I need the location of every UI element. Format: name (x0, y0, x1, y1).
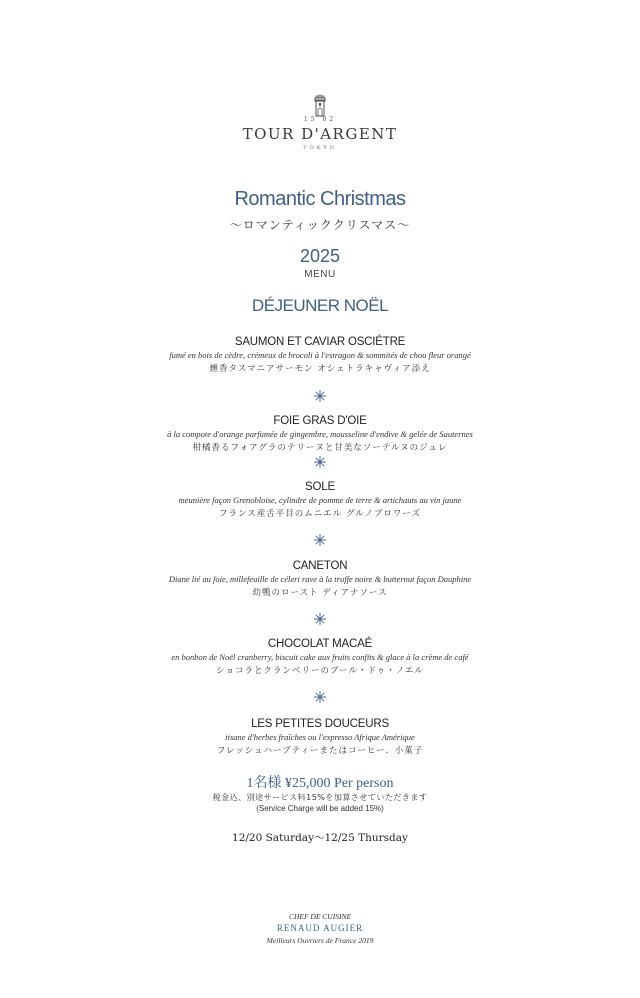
course-name: CANETON (292, 560, 348, 572)
course-item (0, 415, 640, 453)
snowflake-icon (313, 389, 327, 403)
menu-name: DÉJEUNER NOËL (251, 296, 389, 315)
course-description-jp: 幼鴨のロースト ディアナソース (252, 588, 388, 598)
course-description-fr: en bonbon de Noël cranberry, biscuit cake aux fruits confits & glace à la crème de café (171, 652, 469, 662)
snowflake-icon (313, 455, 327, 469)
course-name: FOIE GRAS D'OIE (273, 415, 367, 427)
chef-title: CHEF DE CUISINE (288, 912, 352, 921)
menu-label: MENU (304, 269, 336, 280)
course-item (0, 638, 640, 676)
chef-name: RENAUD AUGIER (276, 923, 364, 933)
course-name: SAUMON ET CAVIAR OSCIÉTRE (234, 336, 406, 348)
course-description-jp: フレッシュハーブティーまたはコーヒー、小菓子 (216, 746, 424, 756)
course-item (0, 336, 640, 374)
course-description-jp: 柑橘香るフォアグラのテリーヌと甘美なソーテルヌのジュレ (192, 443, 448, 453)
course-item (0, 481, 640, 519)
price-label: 1名様 ¥25,000 Per person (246, 776, 394, 791)
tax-note-jp: 税金込、別途サービス料15%を加算させていただきます (212, 793, 428, 802)
date-range: 12/20 Saturday～12/25 Thursday (232, 832, 408, 844)
course-description-fr: tisane d'herbes fraîches ou l'expresso Afrique Amérique (225, 732, 415, 742)
course-name: SOLE (305, 481, 335, 493)
course-description-fr: meunière façon Grenobloise, cylindre de pomme de terre & artichauts au vin jaune (178, 495, 462, 505)
restaurant-logo (0, 92, 640, 151)
snowflake-icon (313, 690, 327, 704)
course-description-fr: à la compote d'orange parfumée de gingembre, mousseline d'endive & gelée de Sauternes (167, 429, 473, 439)
course-description-fr: Diane lié au foie, millefeuille de céleri rave à la truffe noire & butternut façon Dauphine (168, 574, 472, 584)
course-name: LES PETITES DOUCEURS (251, 718, 389, 730)
course-description-fr: fumé en bois de cèdre, crémeux de brocoli à l'estragon & sommités de chou fleur orangé (169, 350, 471, 360)
course-item (0, 560, 640, 598)
page-subtitle: 〜ロマンティッククリスマス〜 (229, 218, 411, 232)
course-description-jp: ショコラとクランベリーのブール・ドゥ・ノエル (216, 666, 424, 676)
page-title: Romantic Christmas (234, 188, 406, 210)
logo-years: 15 82 (303, 116, 337, 123)
chef-award: Meilleurs Ouvriers de France 2019 (266, 936, 374, 945)
snowflake-icon (313, 533, 327, 547)
tax-note-en: (Service Charge will be added 15%) (256, 804, 384, 813)
menu-year: 2025 (299, 246, 341, 266)
logo-city: TOKYO (303, 145, 337, 151)
tower-crest-icon (303, 92, 337, 118)
course-name: CHOCOLAT MACAÉ (267, 638, 373, 650)
course-description-jp: 燻香タスマニアサーモン オシェトラキャヴィア添え (209, 364, 431, 374)
logo-brand: TOUR D'ARGENT (242, 125, 398, 143)
course-item (0, 718, 640, 756)
snowflake-icon (313, 612, 327, 626)
course-description-jp: フランス産舌平目のムニエル グルノブロワーズ (219, 509, 421, 519)
